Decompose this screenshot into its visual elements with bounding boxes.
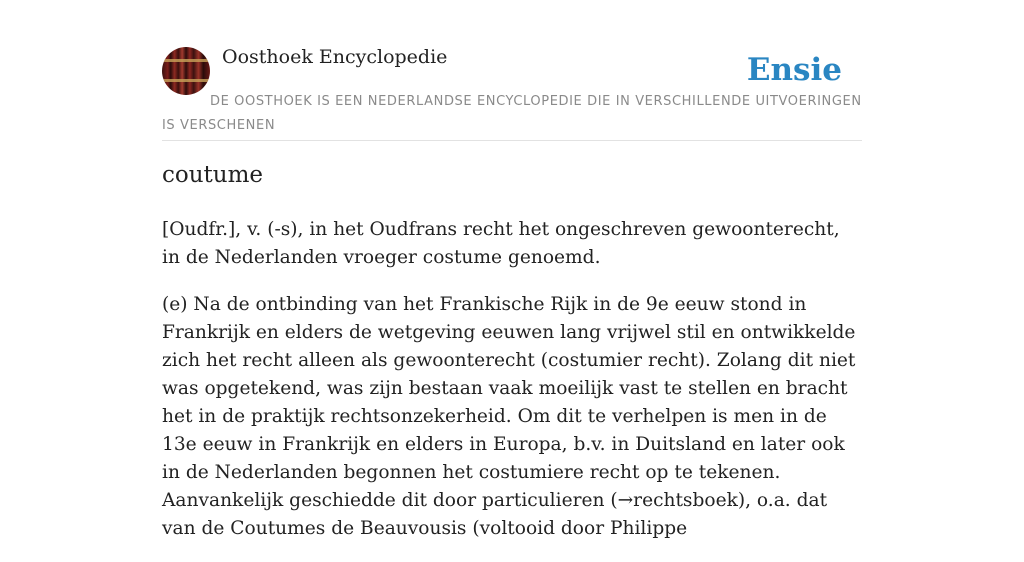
- page-container: [162, 0, 862, 539]
- site-avatar[interactable]: [162, 47, 210, 95]
- site-name[interactable]: Oosthoek Encyclopedie: [222, 46, 448, 68]
- site-header: [162, 0, 862, 141]
- brand-logo[interactable]: Ensie: [746, 52, 842, 88]
- article-paragraph: [Oudfr.], v. (-s), in het Oudfrans recht het ongeschreven gewoonterecht, in de Nederlanden vroeger costume genoemd.: [162, 219, 840, 268]
- site-tagline: DE OOSTHOEK IS EEN NEDERLANDSE ENCYCLOPEDIE DIE IN VERSCHILLENDE UITVOERINGEN IS VERSCHENEN: [162, 94, 862, 133]
- article-paragraph: (e) Na de ontbinding van het Frankische Rijk in de 9e eeuw stond in Frankrijk en elders de wetgeving eeuwen lang vrijwel stil en ontwikkelde zich het recht alleen als gewoonterecht (costumier recht). Zolang dit niet was opgetekend, was zijn bestaan vaak moeilijk vast te stellen en bracht het in de praktijk rechtsonzekerheid. Om dit te verhelpen is men in de 13e eeuw in Frankrijk en elders in Europa, b.v. in Duitsland en later ook in de Nederlanden begonnen het costumiere recht op te tekenen. Aanvankelijk geschiedde dit door particulieren (→rechtsboek), o.a. dat van de Coutumes de Beauvousis (voltooid door Philippe: [162, 294, 856, 539]
- article-body: [162, 216, 862, 562]
- article-title: coutume: [162, 162, 264, 188]
